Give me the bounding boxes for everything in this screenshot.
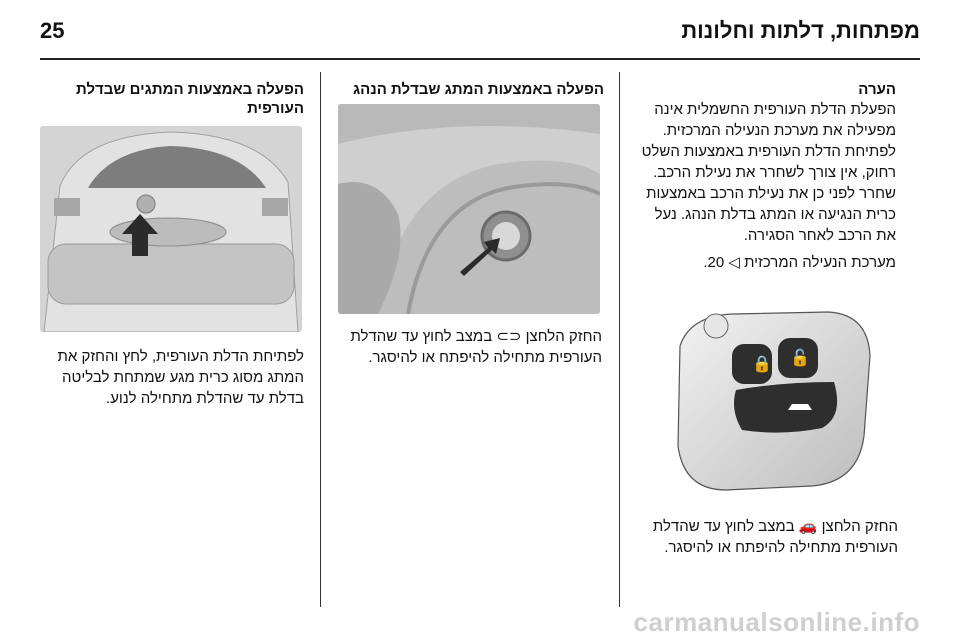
caption-line: החזק הלחצן ⊂⊃ במצב לחוץ עד שהדלת [350, 328, 602, 345]
remote-caption [632, 516, 898, 558]
caption-line: בדלת עד שהדלת מתחילה לנוע. [106, 390, 304, 407]
column-left [40, 72, 304, 118]
section-heading-driver-door: הפעלה באמצעות המתג שבדלת הנהג [352, 81, 604, 98]
note-line: לפתיחת הדלת העורפית באמצעות השלט [641, 143, 896, 160]
page-title: מפתחות, דלתות וחלונות [681, 18, 920, 43]
caption-line: המתג מסוג כרית מגע שמתחת לבליטה [62, 369, 304, 386]
page-number: 25 [40, 18, 65, 43]
page-header [40, 14, 920, 52]
note-line: שחרר לפני כן את נעילת הרכב באמצעות [646, 185, 896, 202]
caption-line: העורפית מתחילה להיפתח או להיסגר. [664, 539, 898, 556]
caption-line: החזק הלחצן 🚗 במצב לחוץ עד שהדלת [652, 518, 898, 535]
svg-text:🔓: 🔓 [790, 348, 810, 367]
cross-reference[interactable]: מערכת הנעילה המרכזית ◁ 20. [703, 254, 896, 271]
tailgate-switch-photo [40, 126, 302, 332]
tailgate-switch-caption [40, 346, 304, 409]
section-heading-tailgate-switch: הפעלה באמצעות המתגים שבדלת [76, 81, 304, 98]
note-heading: הערה [858, 81, 896, 98]
watermark-text: carmanualsonline.info [633, 607, 920, 637]
note-line: רחוק, אין צורך לשחרר את נעילת הרכב. [653, 164, 896, 181]
column-middle [336, 72, 604, 99]
section-heading-tailgate-switch-cont: העורפית [247, 100, 304, 117]
note-line: הפעלת הדלת העורפית החשמלית אינה [654, 101, 896, 118]
note-text [632, 99, 896, 246]
driver-door-caption [336, 326, 602, 368]
note-line: כרית הנגיעה או המתג בדלת הנהג. נעל [654, 206, 896, 223]
caption-line: לפתיחת הדלת העורפית, לחץ והחזק את [57, 348, 304, 365]
svg-text:🔒: 🔒 [752, 354, 772, 373]
caption-line: העורפית מתחילה להיפתח או להיסגר. [368, 349, 602, 366]
column-divider-left [320, 72, 321, 607]
column-right [632, 72, 896, 304]
note-line: את הרכב לאחר הסגירה. [743, 227, 896, 244]
header-rule [40, 58, 920, 60]
note-line: מפעילה את מערכת הנעילה המרכזית. [662, 122, 896, 139]
remote-key-illustration [632, 286, 900, 498]
driver-door-switch-photo [338, 104, 600, 314]
column-divider-right [619, 72, 620, 607]
